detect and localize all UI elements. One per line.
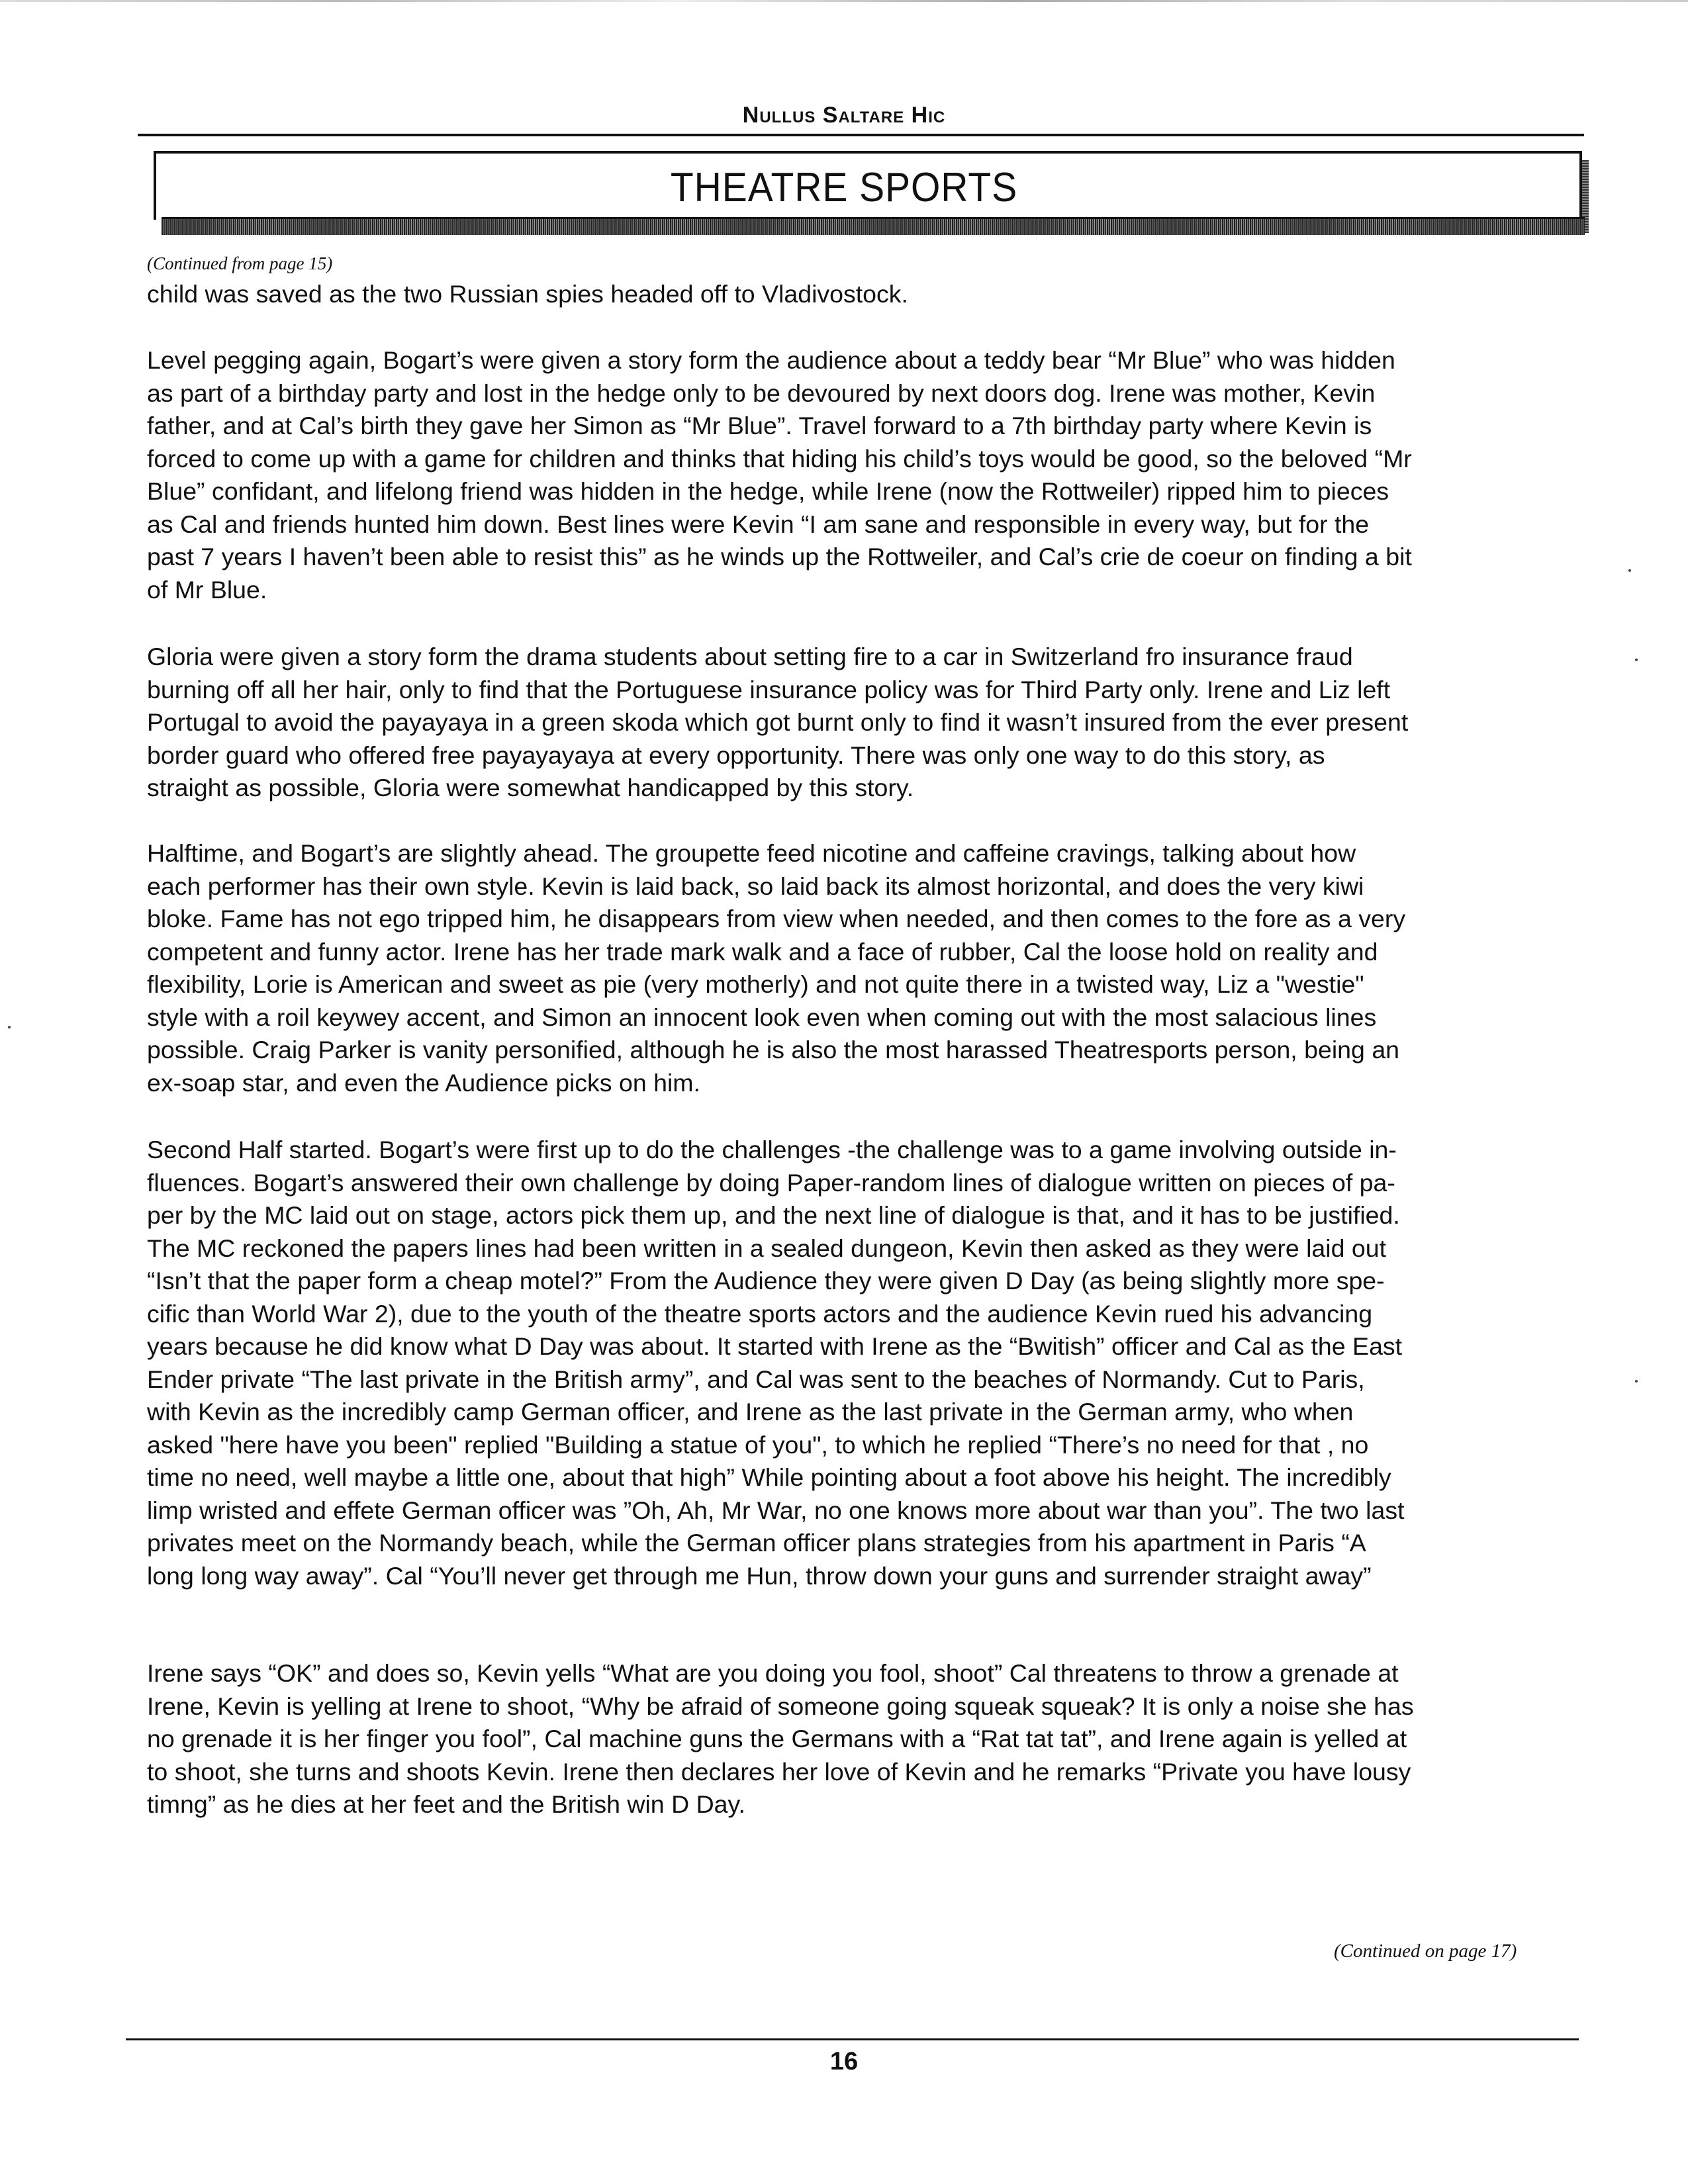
text-line: “Isn’t that the paper form a cheap motel?” From the Audience they were given D Day (as being slightly more spe- [147,1267,1385,1295]
text-line: asked "here have you been" replied "Building a statue of you", to which he replied “There’s no need for that , no [147,1430,1369,1459]
title-box-shadow [162,217,1585,235]
paragraph [147,1657,1557,1821]
text-line: Gloria were given a story form the drama students about setting fire to a car in Switzerland fro insurance fraud [147,643,1353,670]
text-line: as part of a birthday party and lost in the hedge only to be devoured by next doors dog. Irene was mother, Kevin [147,379,1376,407]
text-line: Portugal to avoid the payayaya in a green skoda which got burnt only to find it wasn’t insured from the ever present [147,708,1409,736]
text-line: limp wristed and effete German officer was ”Oh, Ah, Mr War, no one knows more about war than you”. The two last [147,1496,1405,1524]
text-line: as Cal and friends hunted him down. Best lines were Kevin “I am sane and responsible in every way, but for the [147,510,1370,538]
text-line: style with a roil keywey accent, and Simon an innocent look even when coming out with the most salacious lines [147,1003,1377,1031]
text-line: Ender private “The last private in the British army”, and Cal was sent to the beaches of Normandy. Cut to Paris, [147,1365,1365,1393]
scan-edge-line [0,0,1688,2]
text-line: to shoot, she turns and shoots Kevin. Irene then declares her love of Kevin and he remarks “Private you have lousy [147,1757,1411,1786]
paragraph [147,278,1557,311]
text-line: Irene, Kevin is yelling at Irene to shoot, “Why be afraid of someone going squeak squeak? It is only a noise she has [147,1692,1414,1720]
text-line: child was saved as the two Russian spies headed off to Vladivostock. [147,280,908,308]
text-line: long long way away”. Cal “You’ll never get through me Hun, throw down your guns and surrender straight away” [147,1561,1372,1590]
text-line: father, and at Cal’s birth they gave her Simon as “Mr Blue”. Travel forward to a 7th birthday party where Kevin is [147,412,1372,439]
section-title: THEATRE SPORTS [670,165,1018,210]
text-line: fluences. Bogart’s answered their own challenge by doing Paper-random lines of dialogue written on pieces of pa- [147,1168,1395,1197]
footer-rule [126,2038,1579,2040]
text-line: forced to come up with a game for children and thinks that hiding his child’s toys would be good, so the beloved “Mr [147,444,1412,473]
text-line: competent and funny actor. Irene has her trade mark walk and a face of rubber, Cal the loose hold on reality and [147,937,1378,966]
paragraph [147,344,1557,606]
continued-on-note: (Continued on page 17) [1334,1940,1517,1962]
text-line: each performer has their own style. Kevin is laid back, so laid back its almost horizontal, and does the very kiwi [147,872,1364,900]
scan-speck [1635,1380,1638,1383]
text-line: time no need, well maybe a little one, about that high” While pointing about a foot above his height. The incredibly [147,1463,1391,1491]
text-line: The MC reckoned the papers lines had been written in a sealed dungeon, Kevin then asked as they were laid out [147,1234,1387,1262]
paragraph [147,1134,1557,1592]
text-line: possible. Craig Parker is vanity personified, although he is also the most harassed Theatresports person, being an [147,1036,1400,1064]
text-line: burning off all her hair, only to find that the Portuguese insurance policy was for Third Party only. Irene and Liz left [147,675,1391,704]
text-line: with Kevin as the incredibly camp German officer, and Irene as the last private in the German army, who when [147,1398,1354,1426]
text-line: border guard who offered free payayayaya at every opportunity. There was only one way to do this story, as [147,741,1325,769]
text-line: of Mr Blue. [147,575,267,604]
text-line: ex-soap star, and even the Audience picks on him. [147,1068,700,1097]
text-line: Level pegging again, Bogart’s were given a story form the audience about a teddy bear “Mr Blue” who was hidden [147,346,1395,374]
text-line: Halftime, and Bogart’s are slightly ahead. The groupette feed nicotine and caffeine cravings, talking about how [147,839,1356,867]
text-line: years because he did know what D Day was about. It started with Irene as the “Bwitish” officer and Cal as the East [147,1332,1403,1360]
scan-speck [8,1026,11,1028]
scan-speck [1635,659,1638,661]
continued-from-note: (Continued from page 15) [147,253,333,273]
text-line: past 7 years I haven’t been able to resist this” as he winds up the Rottweiler, and Cal’s crie de coeur on finding a bit [147,543,1412,570]
running-head: Nullus Saltare Hic [742,103,946,128]
text-line: cific than World War 2), due to the youth of the theatre sports actors and the audience Kevin rued his advancing [147,1299,1373,1328]
text-line: per by the MC laid out on stage, actors pick them up, and the next line of dialogue is that, and it has to be justified. [147,1201,1400,1229]
text-line: privates meet on the Normandy beach, while the German officer plans strategies from his apartment in Paris “A [147,1529,1366,1557]
header-rule [138,134,1584,136]
text-line: Second Half started. Bogart’s were first up to do the challenges -the challenge was to a game involving outside in- [147,1136,1397,1163]
paragraph [147,837,1557,1099]
text-line: Irene says “OK” and does so, Kevin yells “What are you doing you fool, shoot” Cal threatens to throw a grenade at [147,1659,1399,1687]
text-line: no grenade it is her finger you fool”, Cal machine guns the Germans with a “Rat tat tat”, and Irene again is yelled at [147,1725,1407,1752]
page-number: 16 [829,2048,859,2075]
scan-speck [1628,569,1631,572]
text-line: flexibility, Lorie is American and sweet as pie (very motherly) and not quite there in a twisted way, Liz a "westie" [147,970,1364,998]
text-line: Blue” confidant, and lifelong friend was hidden in the hedge, while Irene (now the Rottweiler) ripped him to pieces [147,477,1389,505]
text-line: straight as possible, Gloria were somewhat handicapped by this story. [147,774,914,801]
text-line: timng” as he dies at her feet and the British win D Day. [147,1790,745,1818]
text-line: bloke. Fame has not ego tripped him, he disappears from view when needed, and then comes to the fore as a very [147,905,1406,933]
paragraph [147,641,1557,805]
